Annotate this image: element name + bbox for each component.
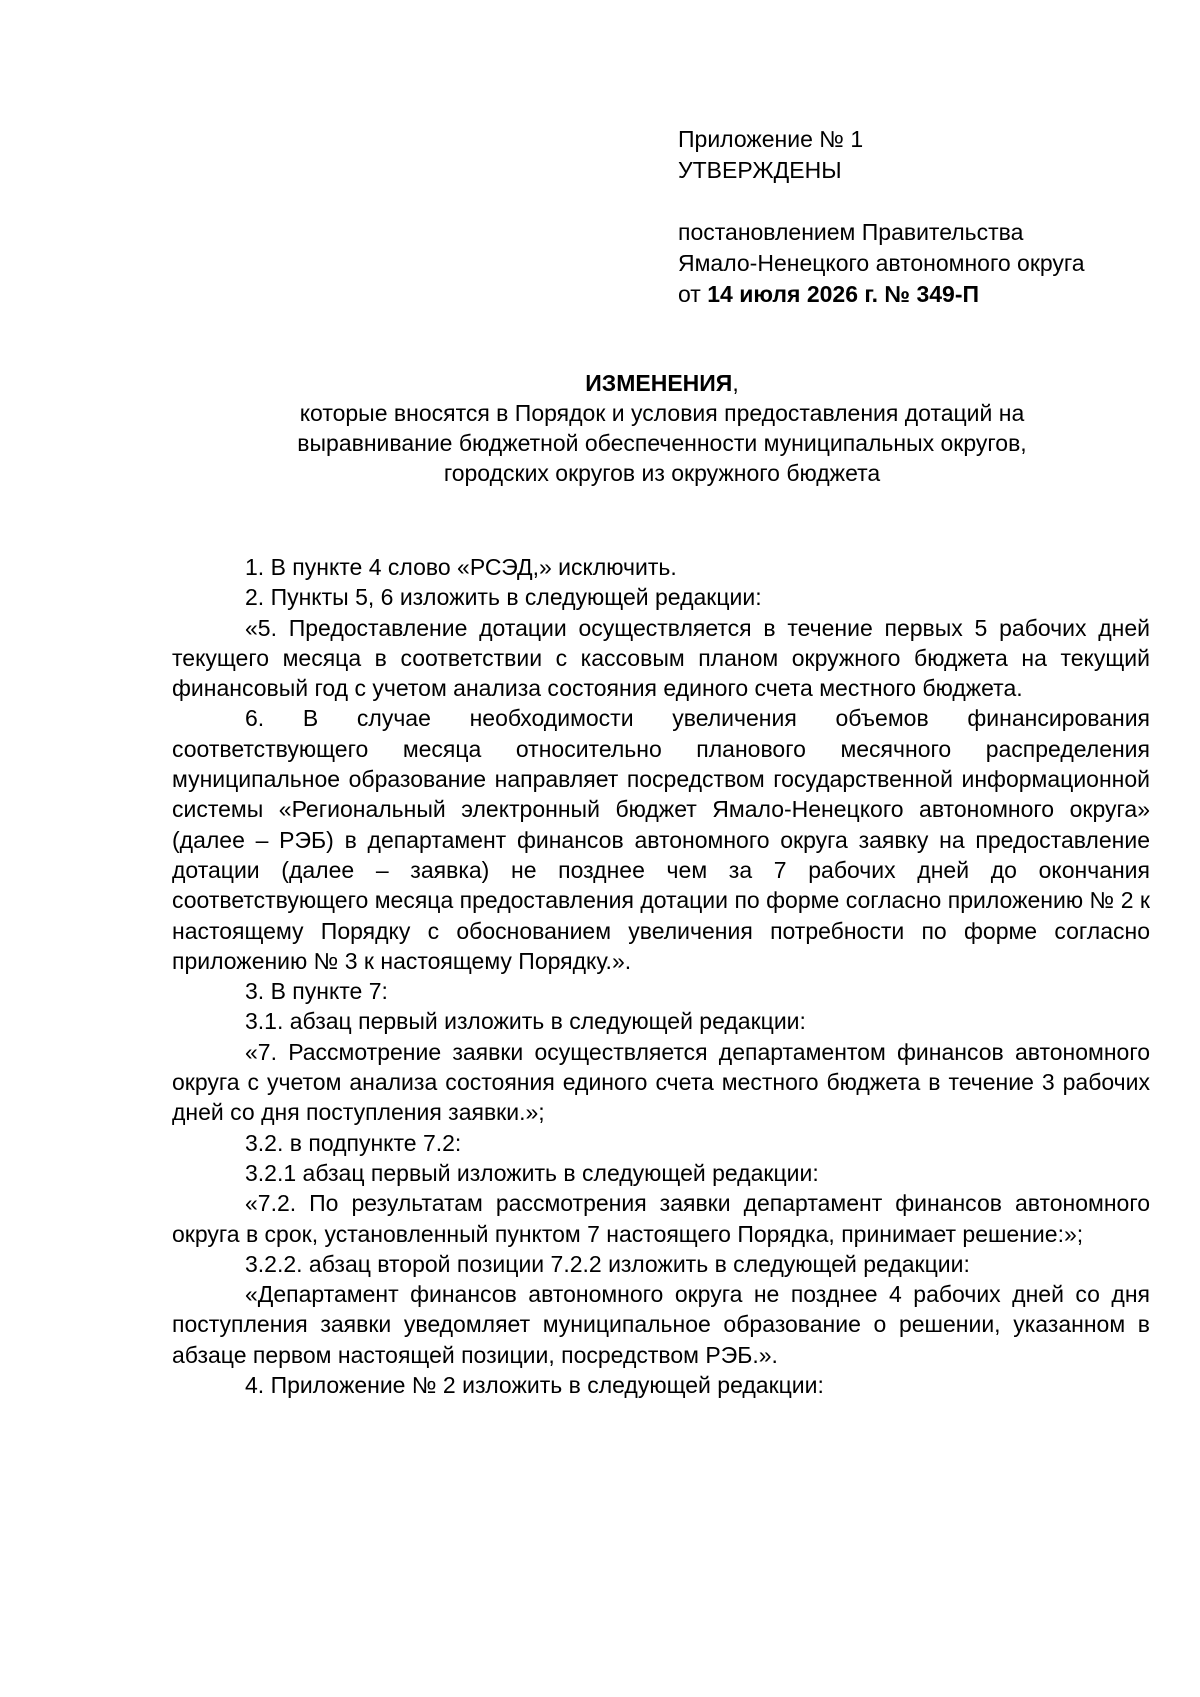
- approved-label: УТВЕРЖДЕНЫ: [678, 157, 842, 183]
- title-line-1: которые вносятся в Порядок и условия предоставления дотаций на: [299, 400, 1025, 426]
- stamp-gap: [678, 186, 1085, 217]
- paragraph-13: 4. Приложение № 2 изложить в следующей редакции:: [245, 1372, 824, 1399]
- title-line-2: выравнивание бюджетной обеспеченности муниципальных округов,: [297, 430, 1027, 456]
- paragraph-10: «7.2. По результатам рассмотрения заявки департамент финансов автономного округа в срок, установленный пунктом 7 настоящего Порядка, принимает решение:»;: [172, 1190, 1150, 1247]
- paragraph-9: 3.2.1 абзац первый изложить в следующей редакции:: [245, 1159, 819, 1186]
- title-line-3: городских округов из окружного бюджета: [443, 460, 881, 486]
- paragraph-1: 1. В пункте 4 слово «РСЭД,» исключить.: [245, 554, 677, 580]
- paragraph-7: «7. Рассмотрение заявки осуществляется департаментом финансов автономного округа с учетом анализа состояния единого счета местного бюджета в течение 3 рабочих дней со дня поступления заявки.»;: [172, 1038, 1150, 1126]
- document-body: [172, 552, 1150, 1400]
- paragraph-4: 6. В случае необходимости увеличения объемов финансирования соответствующего месяца относительно планового месячного распределения муниципальное образование направляет посредством государственной информационной системы «Региональный электронный бюджет Ямало-Ненецкого автономного округа» (далее – РЭБ) в департамент финансов автономного округа заявку на предоставление дотации (далее – заявка) не позднее чем за 7 рабочих дней до окончания соответствующего месяца предоставления дотации по форме согласно приложению № 2 к настоящему Порядку с обоснованием увеличения потребности по форме согласно приложению № 3 к настоящему Порядку.».: [172, 705, 1150, 974]
- title-main: ИЗМЕНЕНИЯ: [585, 370, 733, 396]
- decree-label: постановлением Правительства: [678, 219, 1024, 245]
- date-prefix: от: [678, 281, 708, 307]
- paragraph-8: 3.2. в подпункте 7.2:: [245, 1129, 462, 1156]
- paragraph-6: 3.1. абзац первый изложить в следующей редакции:: [245, 1008, 806, 1035]
- title-main-line: [172, 368, 1152, 398]
- paragraph-2: 2. Пункты 5, 6 изложить в следующей редакции:: [245, 584, 762, 611]
- paragraph-3: «5. Предоставление дотации осуществляется в течение первых 5 рабочих дней текущего месяца в соответствии с кассовым планом окружного бюджета на текущий финансовый год с учетом анализа состояния единого счета местного бюджета.: [172, 614, 1150, 702]
- approval-stamp: [678, 124, 1085, 310]
- document-title: [172, 368, 1152, 488]
- decree-date-line: [678, 279, 1085, 310]
- paragraph-11: 3.2.2. абзац второй позиции 7.2.2 изложить в следующей редакции:: [245, 1250, 970, 1277]
- title-comma: ,: [732, 370, 739, 396]
- decree-date: 14 июля 2026 г. № 349-П: [707, 281, 980, 307]
- paragraph-5: 3. В пункте 7:: [245, 978, 388, 1005]
- paragraph-12: «Департамент финансов автономного округа не позднее 4 рабочих дней со дня поступления заявки уведомляет муниципальное образование о решении, указанном в абзаце первом настоящей позиции, посредством РЭБ.».: [172, 1281, 1150, 1368]
- appendix-number: Приложение № 1: [678, 126, 864, 152]
- government-name: Ямало-Ненецкого автономного округа: [678, 250, 1085, 276]
